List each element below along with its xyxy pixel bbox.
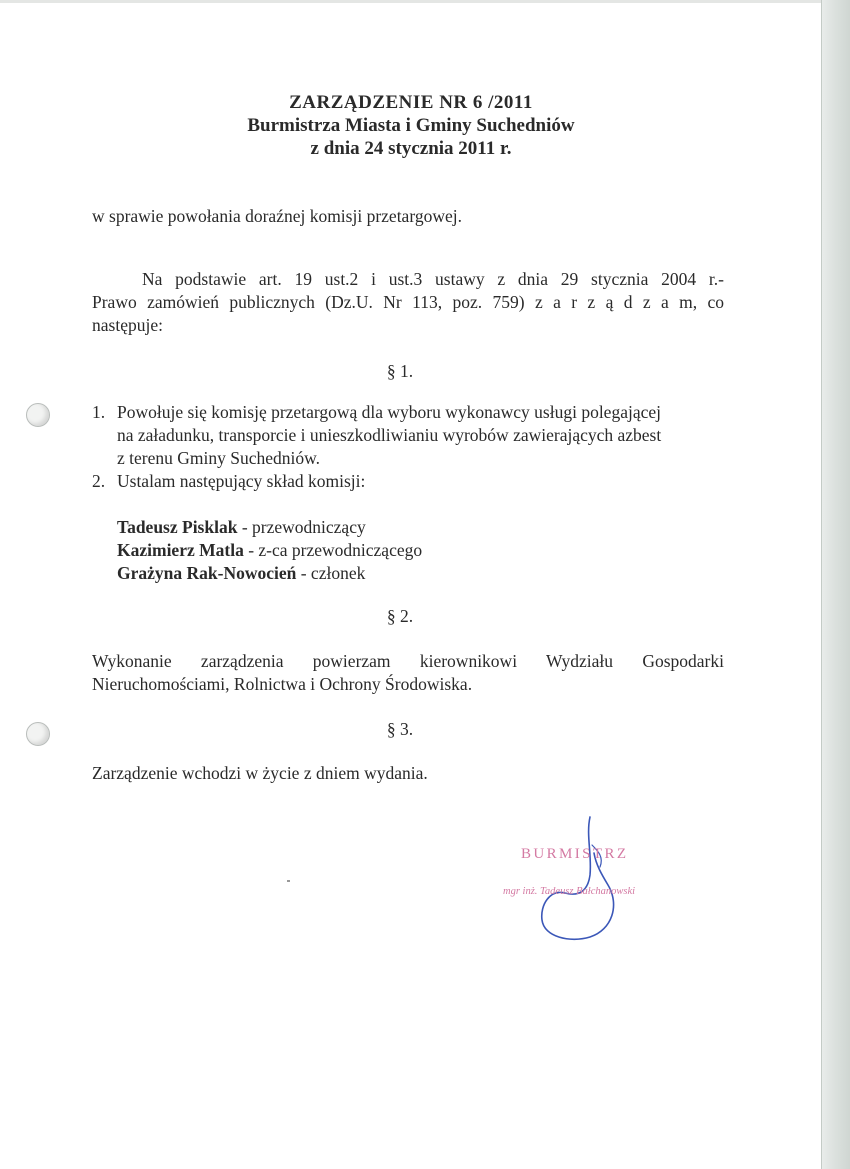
list-item [92, 401, 732, 470]
legal-basis-line: Prawo zamówień publicznych (Dz.U. Nr 113, poz. 759) z a r z ą d z a m, co [92, 292, 724, 312]
section-2-line: Wykonanie zarządzenia powierzam kierownikowi Wydziału Gospodarki [92, 651, 724, 671]
committee-member [117, 539, 422, 562]
section-3-text: Zarządzenie wchodzi w życie z dniem wydania. [92, 763, 428, 783]
stamp-title: BURMISTRZ [521, 846, 629, 862]
section-2-text [92, 650, 724, 696]
list-item-text: na załadunku, transporcie i unieszkodliwianiu wyrobów zawierających azbest [117, 425, 662, 445]
committee-member [117, 516, 422, 539]
member-name: Grażyna Rak-Nowocień [117, 563, 297, 583]
issuer: Burmistrza Miasta i Gminy Suchedniów [247, 115, 575, 136]
punch-hole [26, 403, 50, 427]
member-name: Kazimierz Matla [117, 540, 244, 560]
stamp-name: mgr inż. Tadeusz Bałchanowski [503, 886, 636, 897]
member-name: Tadeusz Pisklak [117, 517, 238, 537]
section-3-heading: § 3. [386, 719, 414, 739]
issue-date: z dnia 24 stycznia 2011 r. [310, 138, 512, 159]
scan-speck [287, 880, 290, 882]
member-role: - przewodniczący [237, 517, 366, 537]
section-1-list [92, 401, 732, 493]
section-2-line: Nieruchomościami, Rolnictwa i Ochrony Środowiska. [92, 674, 473, 694]
list-item-number: 2. [92, 471, 106, 491]
list-item-text: z terenu Gminy Suchedniów. [117, 448, 320, 468]
scan-edge-right [821, 0, 850, 1169]
handwritten-signature [520, 815, 630, 945]
list-item-number: 1. [92, 402, 106, 422]
list-item [92, 470, 732, 493]
subject-line: w sprawie powołania doraźnej komisji przetargowej. [92, 206, 462, 226]
scan-edge-top [0, 0, 822, 3]
document-title: ZARZĄDZENIE NR 6 /2011 [289, 92, 533, 113]
member-role: - z-ca przewodniczącego [243, 540, 423, 560]
section-1-heading: § 1. [386, 361, 414, 381]
section-2-heading: § 2. [386, 606, 414, 626]
committee-members [117, 516, 422, 585]
legal-basis-line: Na podstawie art. 19 ust.2 i ust.3 ustawy z dnia 29 stycznia 2004 r.- [142, 269, 724, 289]
list-item-text: Ustalam następujący skład komisji: [117, 471, 366, 491]
legal-basis-line: następuje: [92, 315, 163, 335]
list-item-text: Powołuje się komisję przetargową dla wyboru wykonawcy usługi polegającej [117, 402, 661, 422]
legal-basis [92, 268, 724, 337]
committee-member [117, 562, 422, 585]
member-role: - członek [296, 563, 366, 583]
